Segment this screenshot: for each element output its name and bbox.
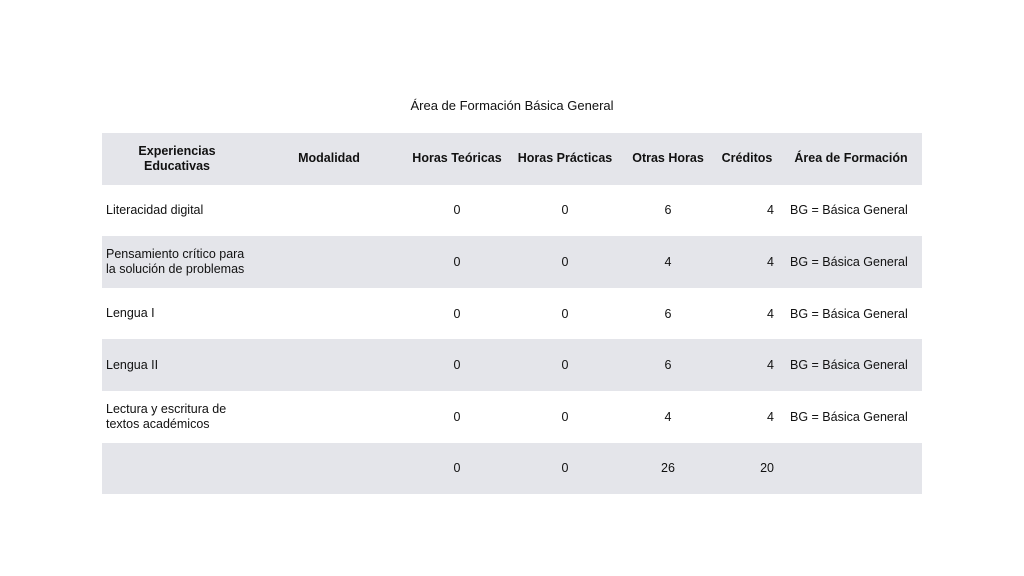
cell-creditos: 4 bbox=[767, 409, 774, 424]
cell-modalidad bbox=[252, 339, 406, 391]
cell-practicas: 0 bbox=[561, 254, 569, 269]
header-horas-practicas: Horas Prácticas bbox=[517, 151, 613, 166]
table-row bbox=[102, 288, 922, 340]
cell-creditos: 4 bbox=[767, 306, 774, 321]
cell-experiencia: Lengua II bbox=[106, 357, 159, 372]
total-creditos: 20 bbox=[760, 461, 774, 476]
header-otras-horas: Otras Horas bbox=[632, 151, 704, 166]
cell-practicas: 0 bbox=[561, 409, 569, 424]
cell-modalidad bbox=[252, 236, 406, 288]
header-horas-teoricas: Horas Teóricas bbox=[412, 151, 502, 166]
cell-experiencia: Lengua I bbox=[106, 306, 155, 321]
cell-totals-empty bbox=[102, 443, 252, 495]
cell-otras: 6 bbox=[664, 306, 672, 321]
cell-modalidad bbox=[252, 288, 406, 340]
cell-creditos: 4 bbox=[767, 358, 774, 373]
cell-area: BG = Básica General bbox=[790, 203, 908, 218]
cell-teoricas: 0 bbox=[453, 254, 461, 269]
cell-otras: 4 bbox=[664, 254, 672, 269]
cell-otras: 6 bbox=[664, 203, 672, 218]
cell-totals-empty bbox=[252, 443, 406, 495]
cell-area: BG = Básica General bbox=[790, 409, 908, 424]
totals-row bbox=[102, 443, 922, 495]
header-area: Área de Formación bbox=[794, 151, 908, 166]
cell-area: BG = Básica General bbox=[790, 306, 908, 321]
cell-area: BG = Básica General bbox=[790, 358, 908, 373]
table-row bbox=[102, 339, 922, 391]
table-title: Área de Formación Básica General bbox=[410, 98, 614, 113]
cell-practicas: 0 bbox=[561, 306, 569, 321]
cell-experiencia: Pensamiento crítico para la solución de problemas bbox=[106, 246, 245, 276]
header-experiencias: Experiencias Educativas bbox=[138, 143, 216, 173]
table-row bbox=[102, 391, 922, 443]
cell-teoricas: 0 bbox=[453, 306, 461, 321]
total-teoricas: 0 bbox=[453, 461, 461, 476]
cell-teoricas: 0 bbox=[453, 203, 461, 218]
cell-experiencia: Literacidad digital bbox=[106, 202, 204, 217]
header-modalidad: Modalidad bbox=[298, 151, 360, 166]
courses-table bbox=[102, 133, 922, 494]
cell-creditos: 4 bbox=[767, 254, 774, 269]
total-practicas: 0 bbox=[561, 461, 569, 476]
cell-modalidad bbox=[252, 391, 406, 443]
header-row bbox=[102, 133, 922, 185]
cell-otras: 6 bbox=[664, 358, 672, 373]
table-row bbox=[102, 236, 922, 288]
header-creditos: Créditos bbox=[721, 151, 773, 166]
cell-practicas: 0 bbox=[561, 358, 569, 373]
cell-totals-empty bbox=[780, 443, 922, 495]
table-row bbox=[102, 185, 922, 237]
cell-practicas: 0 bbox=[561, 203, 569, 218]
cell-modalidad bbox=[252, 185, 406, 237]
cell-otras: 4 bbox=[664, 409, 672, 424]
cell-experiencia: Lectura y escritura de textos académicos bbox=[106, 401, 227, 431]
cell-teoricas: 0 bbox=[453, 358, 461, 373]
total-otras: 26 bbox=[661, 461, 675, 476]
cell-area: BG = Básica General bbox=[790, 254, 908, 269]
cell-creditos: 4 bbox=[767, 203, 774, 218]
cell-teoricas: 0 bbox=[453, 409, 461, 424]
